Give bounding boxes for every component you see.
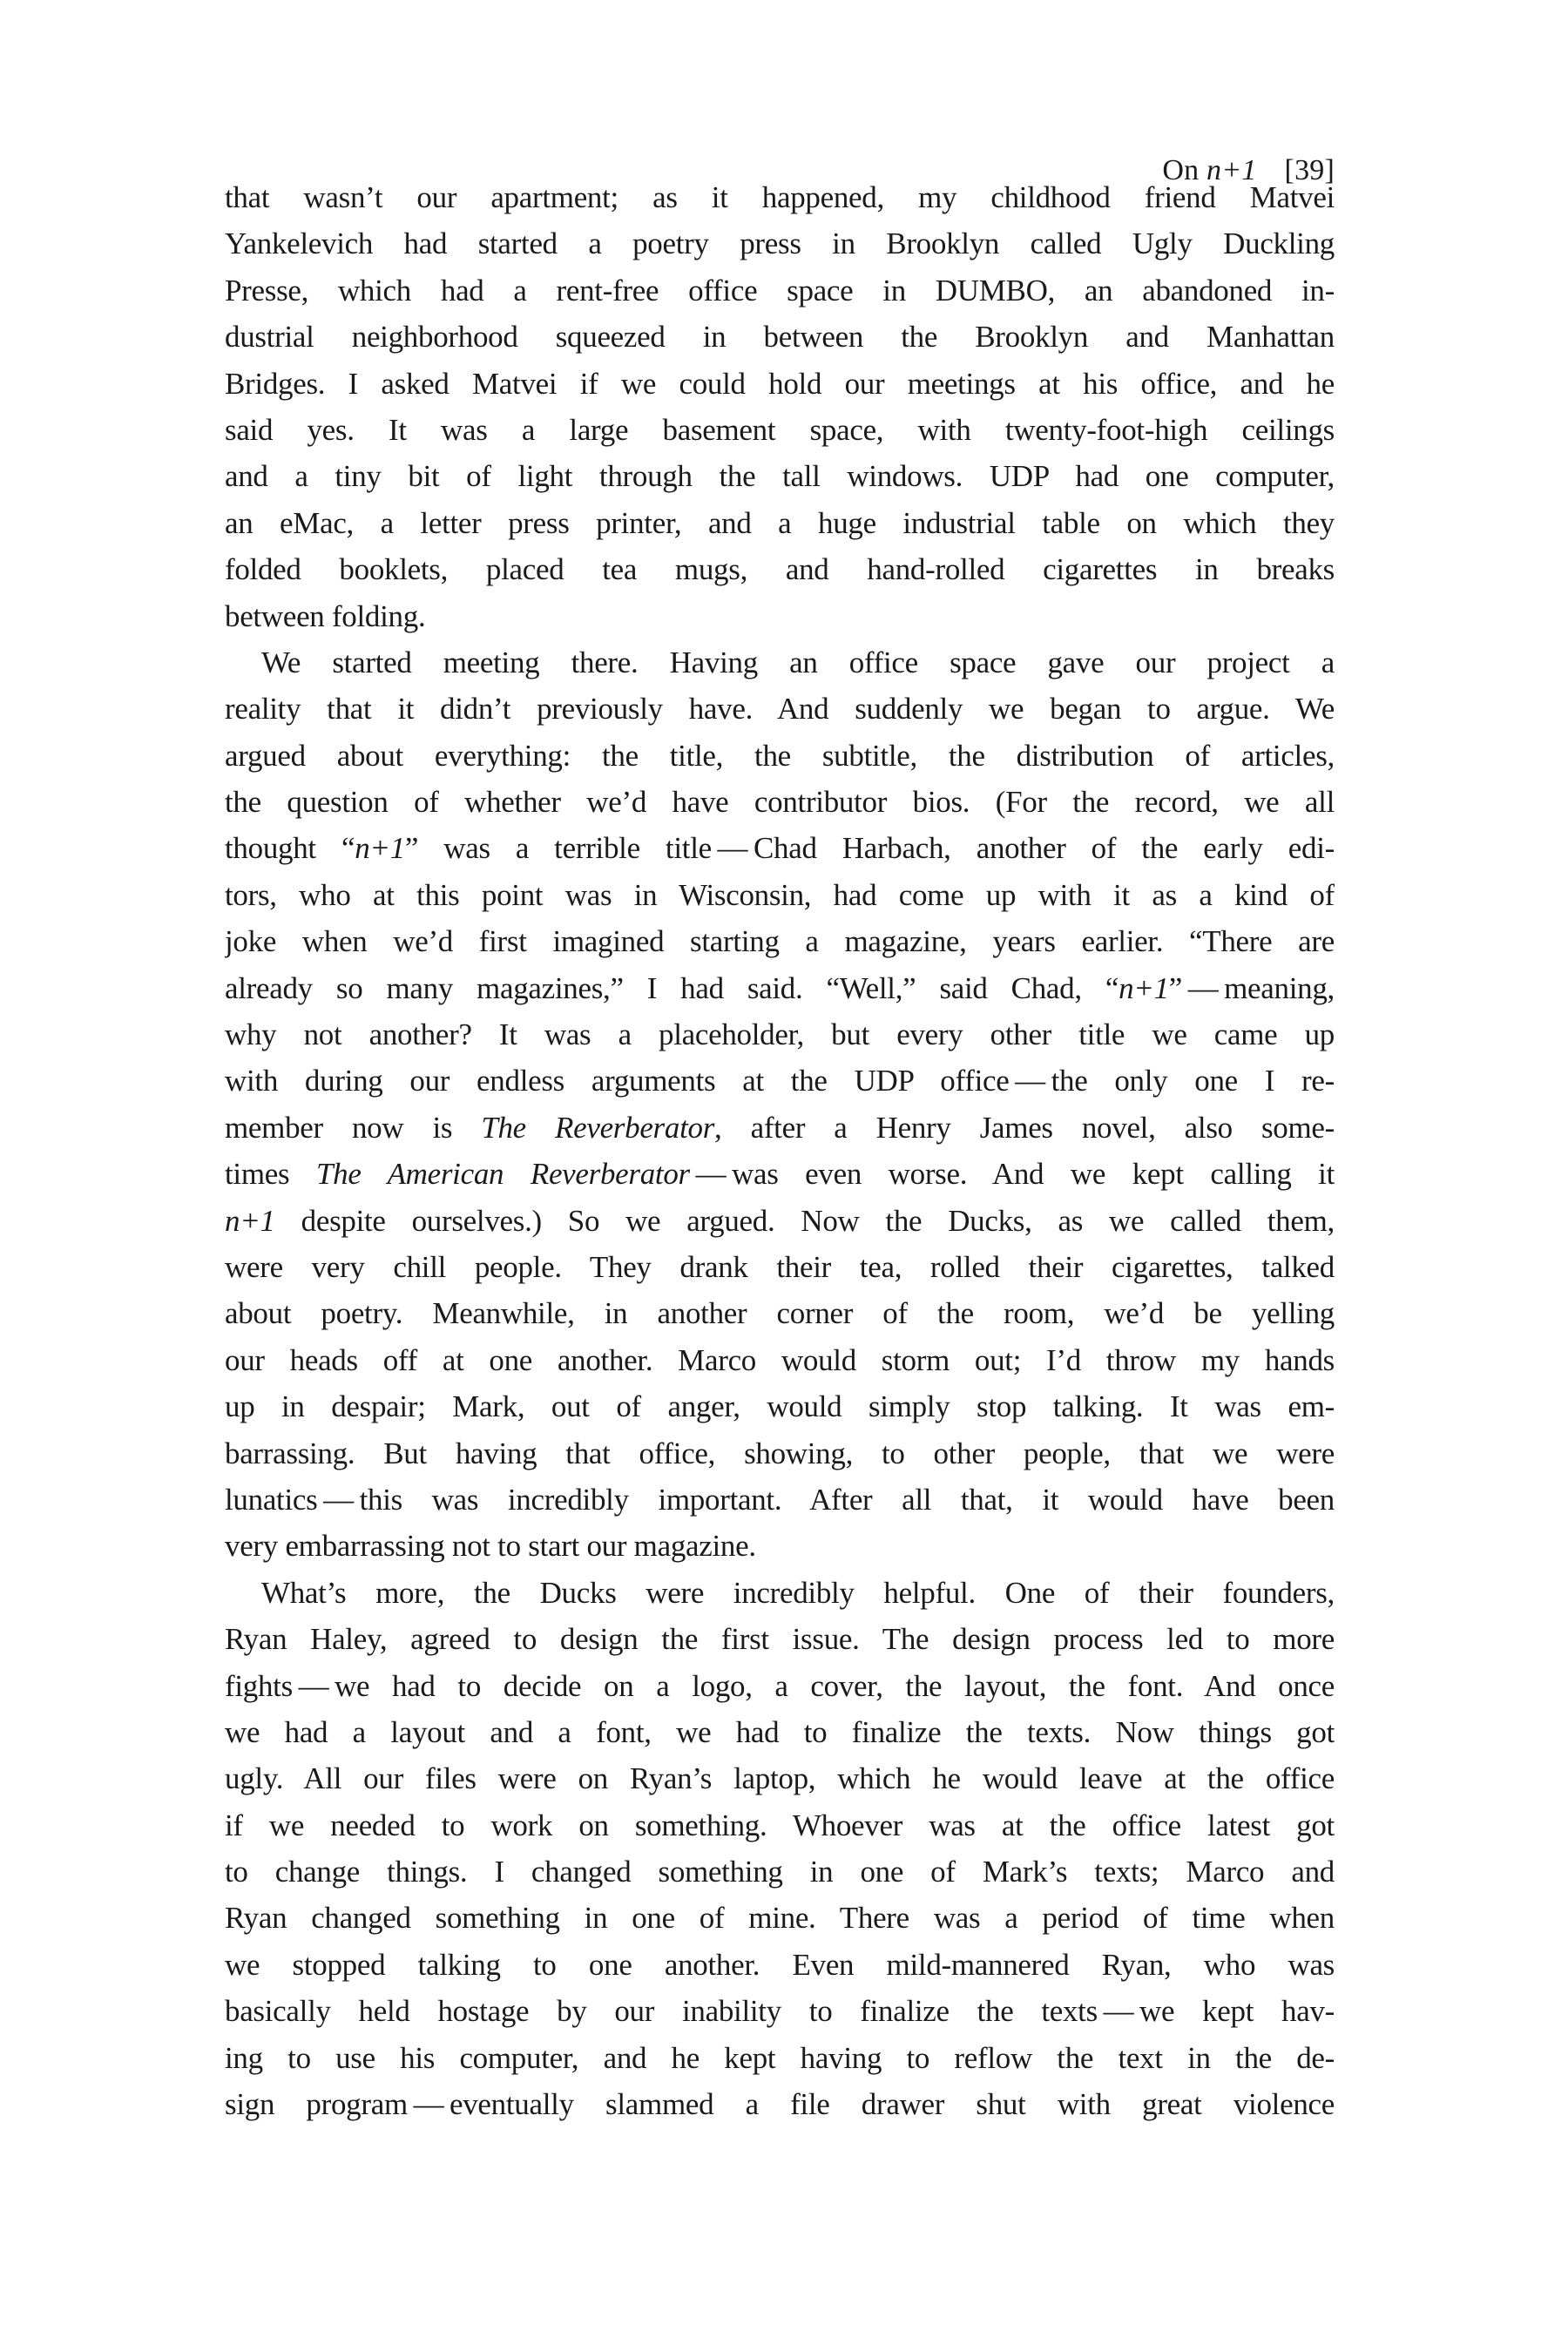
text-segment: reality that it didn’t previously have. And suddenly we began to argue. We [225,692,1335,727]
text-segment: barrassing. But having that office, showing, to other people, that we were [225,1436,1335,1470]
text-line [225,1942,1335,1988]
italic-text-segment: n+1 [355,831,405,866]
text-line [225,1244,1335,1290]
text-segment: Presse, which had a rent-free office space in DUMBO, an abandoned in- [225,273,1335,308]
text-segment: Ryan Haley, agreed to design the first issue. The design process led to more [225,1622,1335,1657]
text-line [225,639,1335,686]
text-segment: — was even worse. And we kept calling it [689,1157,1335,1192]
text-segment: said yes. It was a large basement space, with twenty-foot-high ceilings [225,412,1335,447]
text-line [225,407,1335,453]
text-segment: ing to use his computer, and he kept having to reflow the text in the de- [225,2040,1335,2075]
text-line [225,1011,1335,1058]
text-segment: member now is [225,1110,482,1145]
text-segment: joke when we’d first imagined starting a magazine, years earlier. “There are [225,924,1335,959]
text-segment: folded booklets, placed tea mugs, and hand-rolled cigarettes in breaks [225,552,1335,587]
text-segment: ” was a terrible title — Chad Harbach, another of the early edi- [404,831,1335,866]
text-line [225,361,1335,407]
text-line [225,2035,1335,2081]
text-segment: basically held hostage by our inability to finalize the texts — we kept hav- [225,1994,1335,2029]
text-line [225,1616,1335,1662]
text-segment: despite ourselves.) So we argued. Now the Ducks, as we called them, [274,1203,1335,1238]
text-segment: why not another? It was a placeholder, but every other title we came up [225,1017,1335,1052]
text-segment: we had a layout and a font, we had to finalize the texts. Now things got [225,1714,1335,1749]
text-segment: thought “ [225,831,355,866]
text-line [225,1430,1335,1477]
text-line [225,1058,1335,1104]
text-line [225,825,1335,871]
text-line [225,1988,1335,2034]
text-segment: and a tiny bit of light through the tall windows. UDP had one computer, [225,459,1335,494]
text-segment: an eMac, a letter press printer, and a huge industrial table on which they [225,505,1335,540]
text-line [225,267,1335,314]
text-segment: fights — we had to decide on a logo, a cover, the layout, the font. And once [225,1668,1335,1703]
text-line [225,872,1335,918]
text-segment: up in despair; Mark, out of anger, would simply stop talking. It was em- [225,1389,1335,1424]
paragraph [225,639,1335,1570]
text-line [225,779,1335,825]
text-segment: times [225,1157,316,1192]
text-segment: already so many magazines,” I had said. “Well,” said Chad, “ [225,970,1119,1005]
text-segment: , after a Henry James novel, also some- [714,1110,1335,1145]
page-body [225,174,1335,2127]
text-line [225,1663,1335,1709]
text-line [225,1477,1335,1523]
text-line [225,1105,1335,1151]
text-segment: were very chill people. They drank their tea, rolled their cigarettes, talked [225,1249,1335,1284]
text-line [225,1848,1335,1895]
text-segment: if we needed to work on something. Whoever was at the office latest got [225,1808,1335,1842]
text-line [225,1755,1335,1801]
text-segment: argued about everything: the title, the subtitle, the distribution of articles, [225,738,1335,773]
text-segment: dustrial neighborhood squeezed in between the Brooklyn and Manhattan [225,320,1335,355]
text-segment: ” — meaning, [1168,970,1335,1005]
text-line [225,965,1335,1011]
text-segment: the question of whether we’d have contributor bios. (For the record, we all [225,785,1335,820]
text-segment: about poetry. Meanwhile, in another corner of the room, we’d be yelling [225,1296,1335,1331]
text-segment: Bridges. I asked Matvei if we could hold our meetings at his office, and he [225,366,1335,401]
text-line [225,1383,1335,1429]
text-segment: Yankelevich had started a poetry press in Brooklyn called Ugly Duckling [225,226,1335,261]
text-line [225,1570,1335,1616]
text-line [225,174,1335,220]
text-line [225,593,1335,639]
italic-text-segment: n+1 [225,1203,275,1238]
text-line [225,453,1335,499]
text-line [225,1802,1335,1848]
text-line [225,220,1335,267]
text-segment: What’s more, the Ducks were incredibly helpful. One of their founders, [261,1575,1335,1610]
text-line [225,918,1335,964]
paragraph [225,1570,1335,2128]
italic-text-segment: n+1 [1119,970,1169,1005]
text-segment: sign program — eventually slammed a file drawer shut with great violence [225,2087,1335,2122]
paragraph [225,174,1335,639]
text-line [225,314,1335,360]
text-segment: with during our endless arguments at the UDP office — the only one I re- [225,1064,1335,1098]
running-title-italic: n+1 [1206,154,1257,186]
text-line [225,1337,1335,1383]
text-line [225,1198,1335,1244]
text-line [225,2081,1335,2127]
text-segment: tors, who at this point was in Wisconsin, had come up with it as a kind of [225,877,1335,912]
text-segment: Ryan changed something in one of mine. There was a period of time when [225,1901,1335,1936]
text-segment: ugly. All our files were on Ryan’s laptop, which he would leave at the office [225,1761,1335,1796]
text-line [225,1290,1335,1336]
text-line [225,546,1335,592]
text-line [225,1523,1335,1569]
text-line [225,1709,1335,1755]
text-segment: our heads off at one another. Marco would storm out; I’d throw my hands [225,1342,1335,1377]
running-title-prefix: On [1162,154,1206,186]
text-line [225,733,1335,779]
text-segment: lunatics — this was incredibly important. After all that, it would have been [225,1482,1335,1517]
text-segment: very embarrassing not to start our magazine. [225,1529,756,1564]
italic-text-segment: The American Reverberator [315,1157,690,1192]
italic-text-segment: The Reverberator [481,1110,715,1145]
text-line [225,1895,1335,1941]
text-segment: between folding. [225,598,426,633]
text-segment: we stopped talking to one another. Even mild-mannered Ryan, who was [225,1947,1335,1982]
text-segment: to change things. I changed something in one of Mark’s texts; Marco and [225,1855,1335,1889]
page-number: [39] [1284,154,1335,186]
text-line [225,686,1335,732]
text-segment: that wasn’t our apartment; as it happened, my childhood friend Matvei [225,180,1335,214]
text-line [225,1151,1335,1197]
text-segment: We started meeting there. Having an office space gave our project a [261,645,1335,679]
text-line [225,500,1335,546]
